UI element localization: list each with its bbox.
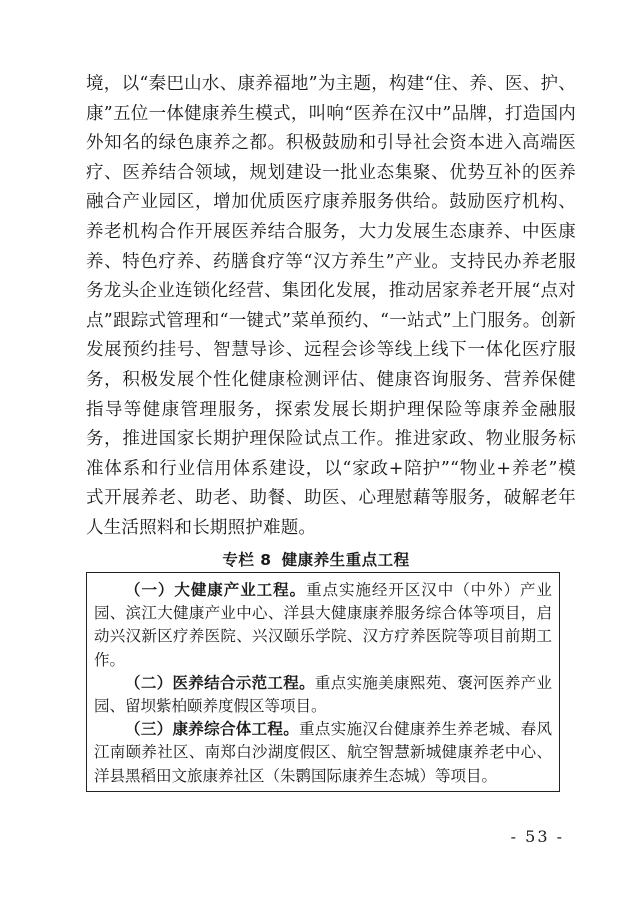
page-number: - 53 - [510, 827, 564, 846]
box-number: 专栏 8 [222, 551, 272, 569]
project-item-head: （三）康养综合体工程。 [125, 720, 300, 739]
project-item-text: 重点实施美康熙苑、褒河医养产业园、留坝紫柏颐养度假区等项目。 [94, 673, 552, 716]
body-paragraph: 境，以“秦巴山水、康养福地”为主题，构建“住、养、医、护、康”五位一体健康养生模式，叫响“医养在汉中”品牌，打造国内外知名的绿色康养之都。积极鼓励和引导社会资本进入高端医疗、医养结合领域，规划建设一批业态集聚、优势互补的医养融合产业园区，增加优质医疗康养服务供给。鼓励医疗机构、养老机构合作开展医养结合服务，大力发展生态康养、中医康养、特色疗养、药膳食疗等“汉方养生”产业。支持民办养老服务龙头企业连锁化经营、集团化发展，推动居家养老开展“点对点”跟踪式管理和“一键式”菜单预约、“一站式”上门服务。创新发展预约挂号、智慧导诊、远程会诊等线上线下一体化医疗服务，积极发展个性化健康检测评估、健康咨询服务、营养保健指导等健康管理服务，探索发展长期护理保险等康养金融服务，推进国家长期护理保险试点工作。推进家政、物业服务标准体系和行业信用体系建设，以“家政+陪护”“物业+养老”模式开展养老、助老、助餐、助医、心理慰藉等服务，破解老年人生活照料和长期照护难题。 [86, 74, 576, 538]
project-item [94, 672, 552, 718]
project-item [94, 579, 552, 672]
box-title-text: 健康养生重点工程 [281, 551, 410, 569]
project-box [86, 572, 560, 792]
project-item-head: （二）医养结合示范工程。 [125, 673, 315, 692]
project-item-head: （一）大健康产业工程。 [125, 581, 307, 599]
body-text [86, 70, 576, 544]
project-item-text: 重点实施汉台健康养生养老城、春风江南颐养社区、南郑白沙湖度假区、航空智慧新城健康养老中心、洋县黑稻田文旅康养社区（朱鹮国际康养生态城）等项目。 [94, 720, 552, 785]
project-item [94, 718, 552, 788]
project-item-text: 重点实施经开区汉中（中外）产业园、滨江大健康产业中心、洋县大健康康养服务综合体等项目，启动兴汉新区疗养医院、兴汉颐乐学院、汉方疗养医院等项目前期工作。 [94, 581, 552, 669]
box-title [86, 548, 546, 570]
